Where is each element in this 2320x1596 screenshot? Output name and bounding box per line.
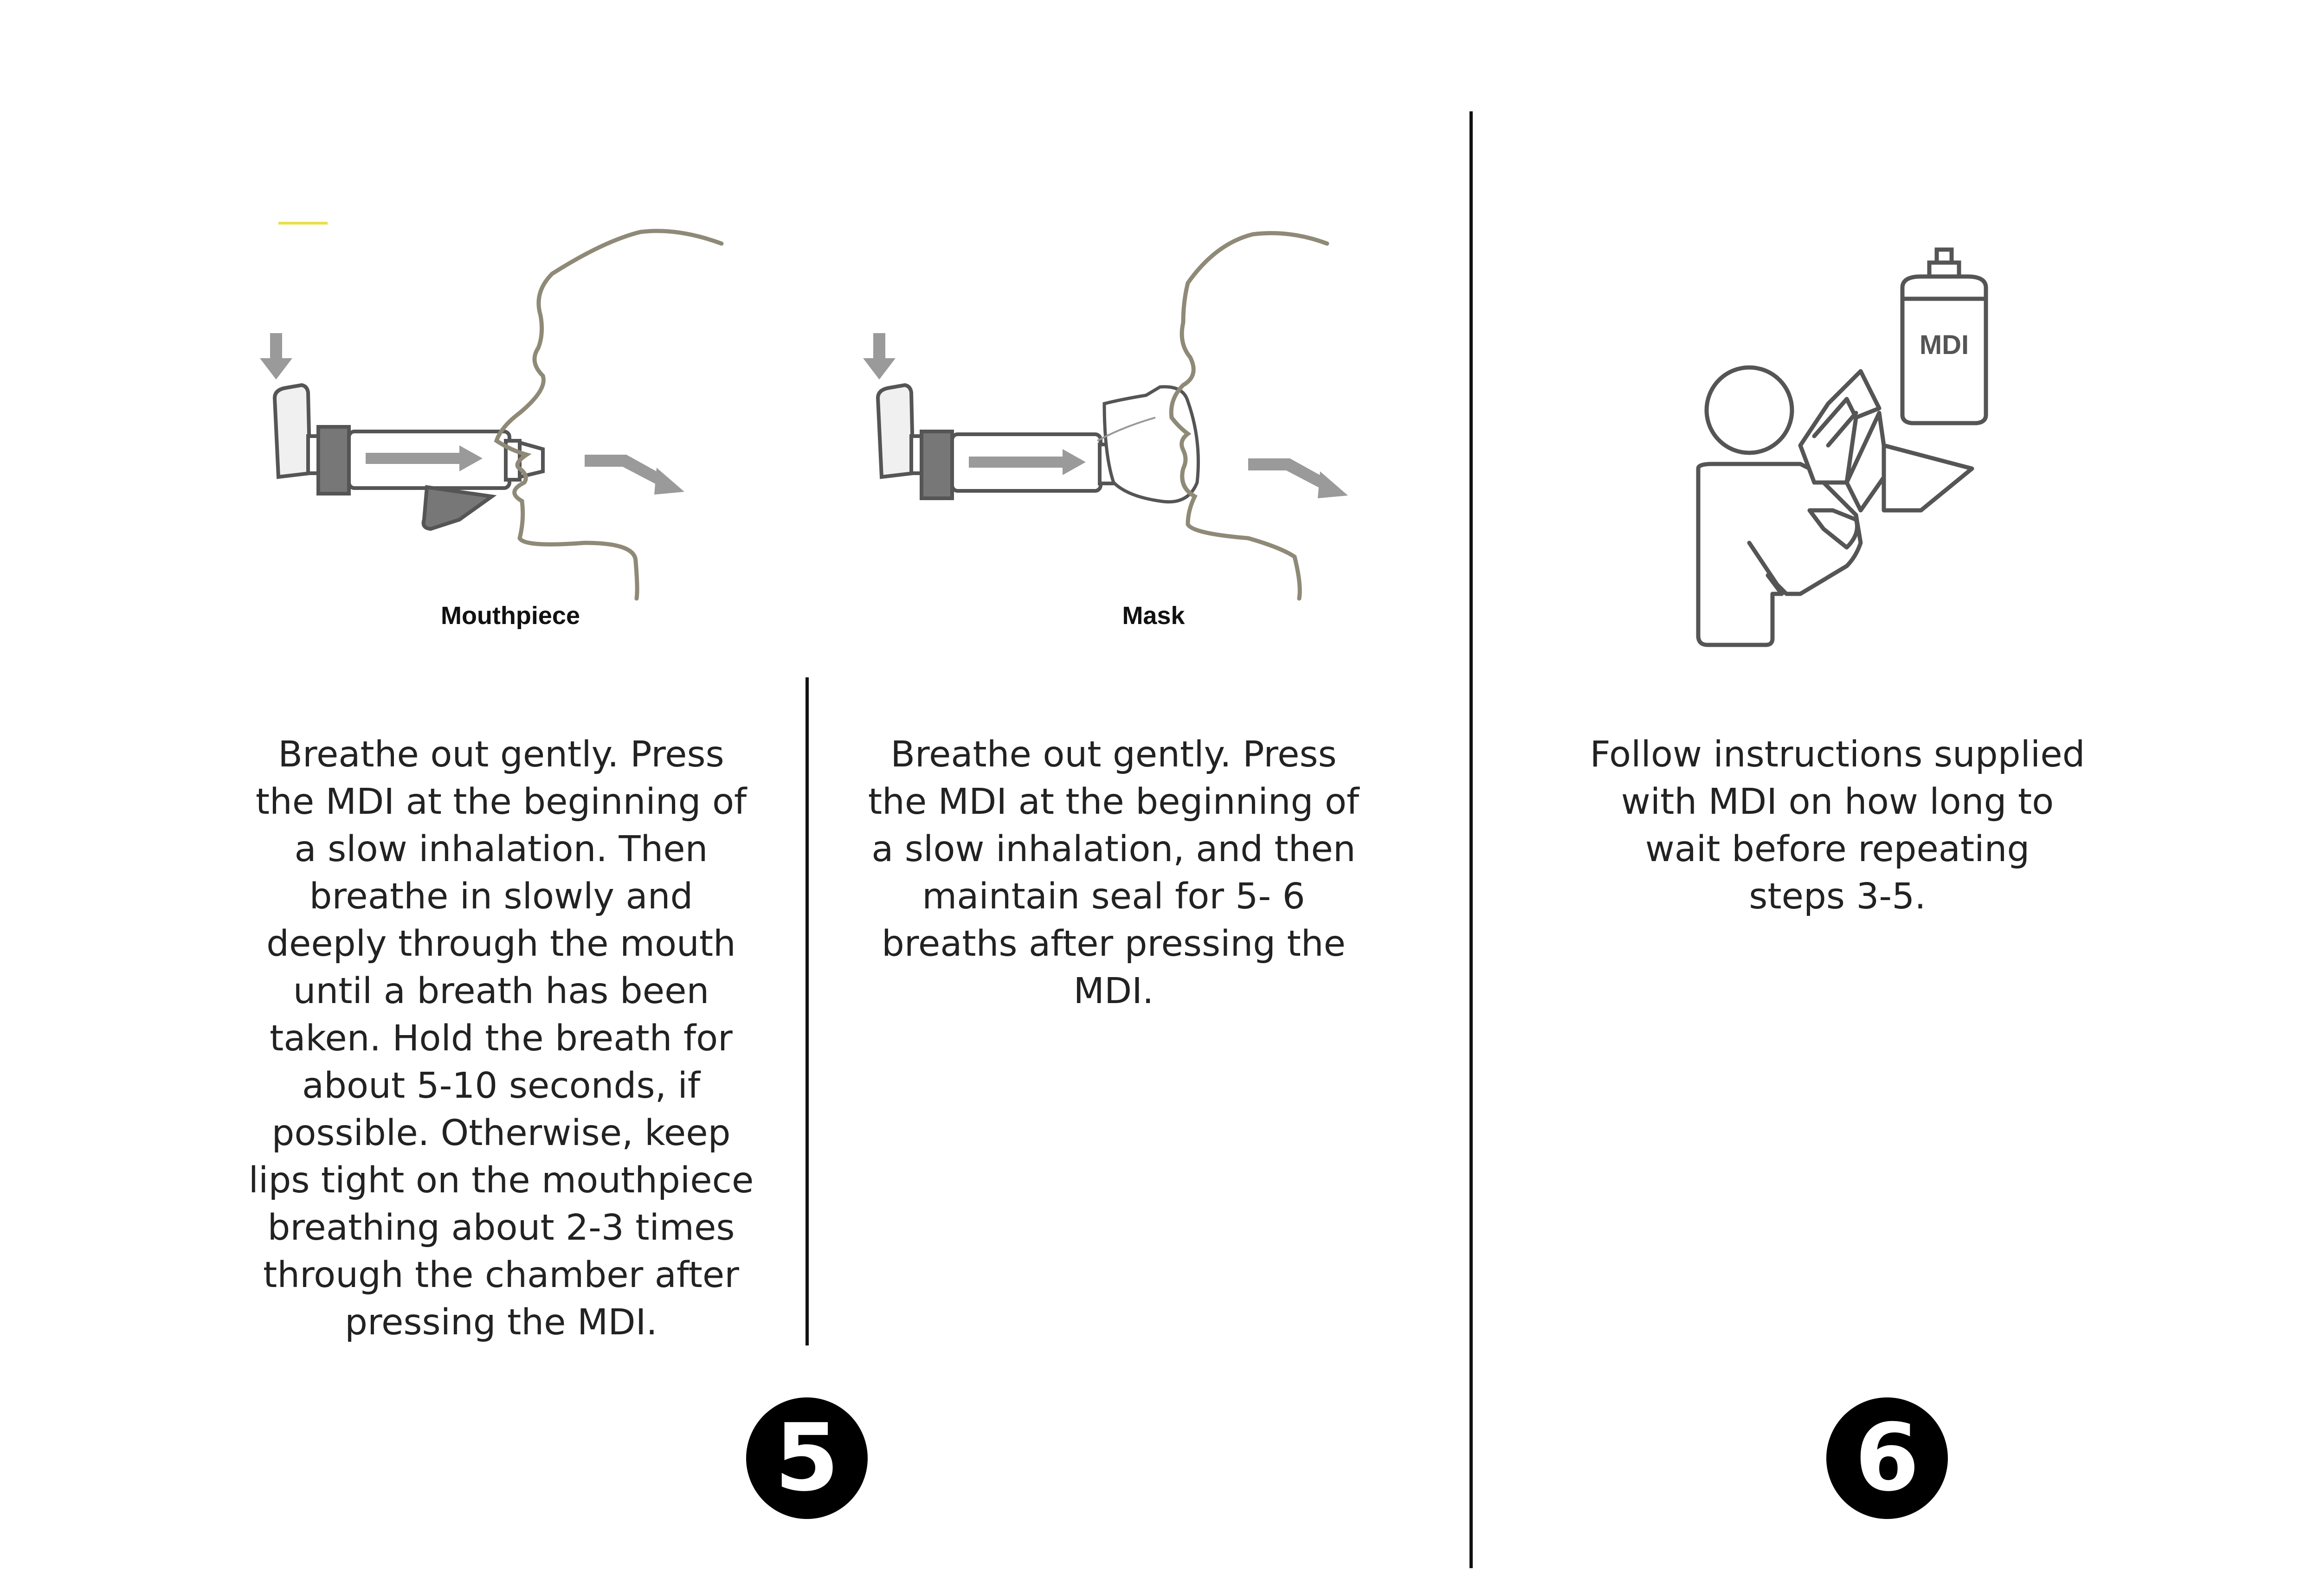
caption-mouthpiece: Mouthpiece bbox=[440, 602, 580, 630]
text-line: steps 3-5. bbox=[1749, 876, 1926, 917]
vertical-divider-main bbox=[1469, 111, 1473, 1568]
instruction-mouthpiece bbox=[223, 731, 780, 1346]
press-down-arrow-icon bbox=[863, 333, 896, 380]
text-line: breathing about 2-3 times bbox=[267, 1207, 735, 1248]
text-line: through the chamber after bbox=[263, 1255, 739, 1296]
instruction-mask bbox=[835, 731, 1392, 1015]
text-line: taken. Hold the breath for bbox=[270, 1018, 733, 1059]
text-line: breaths after pressing the bbox=[882, 923, 1346, 965]
vertical-divider-step5 bbox=[806, 677, 809, 1345]
mdi-canister-label: MDI bbox=[1919, 330, 1969, 360]
text-line: pressing the MDI. bbox=[345, 1302, 657, 1343]
text-line: maintain seal for 5- 6 bbox=[922, 876, 1305, 917]
text-line: deeply through the mouth bbox=[266, 923, 736, 965]
text-line: breathe in slowly and bbox=[309, 876, 693, 917]
text-line: Follow instructions supplied bbox=[1590, 734, 2085, 775]
book-icon bbox=[1800, 371, 1879, 483]
press-down-arrow-icon bbox=[260, 333, 292, 380]
person-body bbox=[1698, 464, 1861, 645]
mask-diagram bbox=[863, 223, 1327, 594]
text-line: a slow inhalation, and then bbox=[871, 829, 1356, 870]
face-outline bbox=[496, 231, 722, 598]
mouthpiece-diagram bbox=[260, 223, 724, 594]
text-line: until a breath has been bbox=[293, 971, 709, 1012]
text-line: possible. Otherwise, keep bbox=[271, 1113, 731, 1154]
text-line: a slow inhalation. Then bbox=[294, 829, 708, 870]
text-line: Breathe out gently. Press bbox=[890, 734, 1337, 775]
text-line: the MDI at the beginning of bbox=[868, 781, 1360, 823]
step-number-5: 5 bbox=[746, 1397, 868, 1519]
text-line: lips tight on the mouthpiece bbox=[248, 1160, 754, 1201]
step-number-6: 6 bbox=[1826, 1397, 1948, 1519]
text-line: about 5-10 seconds, if bbox=[302, 1065, 701, 1107]
caption-mask: Mask bbox=[1122, 602, 1185, 630]
person-head bbox=[1707, 367, 1792, 453]
text-line: wait before repeating bbox=[1645, 829, 2030, 870]
text-line: Breathe out gently. Press bbox=[278, 734, 724, 775]
face-outline bbox=[1171, 233, 1327, 599]
person-reading-diagram bbox=[1661, 251, 2004, 650]
instruction-repeat bbox=[1559, 731, 2116, 920]
text-line: the MDI at the beginning of bbox=[255, 781, 747, 823]
inhaler-icon bbox=[878, 385, 1141, 498]
exhale-arrow-icon bbox=[1248, 458, 1348, 498]
exhale-arrow-icon bbox=[585, 455, 684, 495]
text-line: MDI. bbox=[1073, 971, 1154, 1012]
text-line: with MDI on how long to bbox=[1621, 781, 2054, 823]
